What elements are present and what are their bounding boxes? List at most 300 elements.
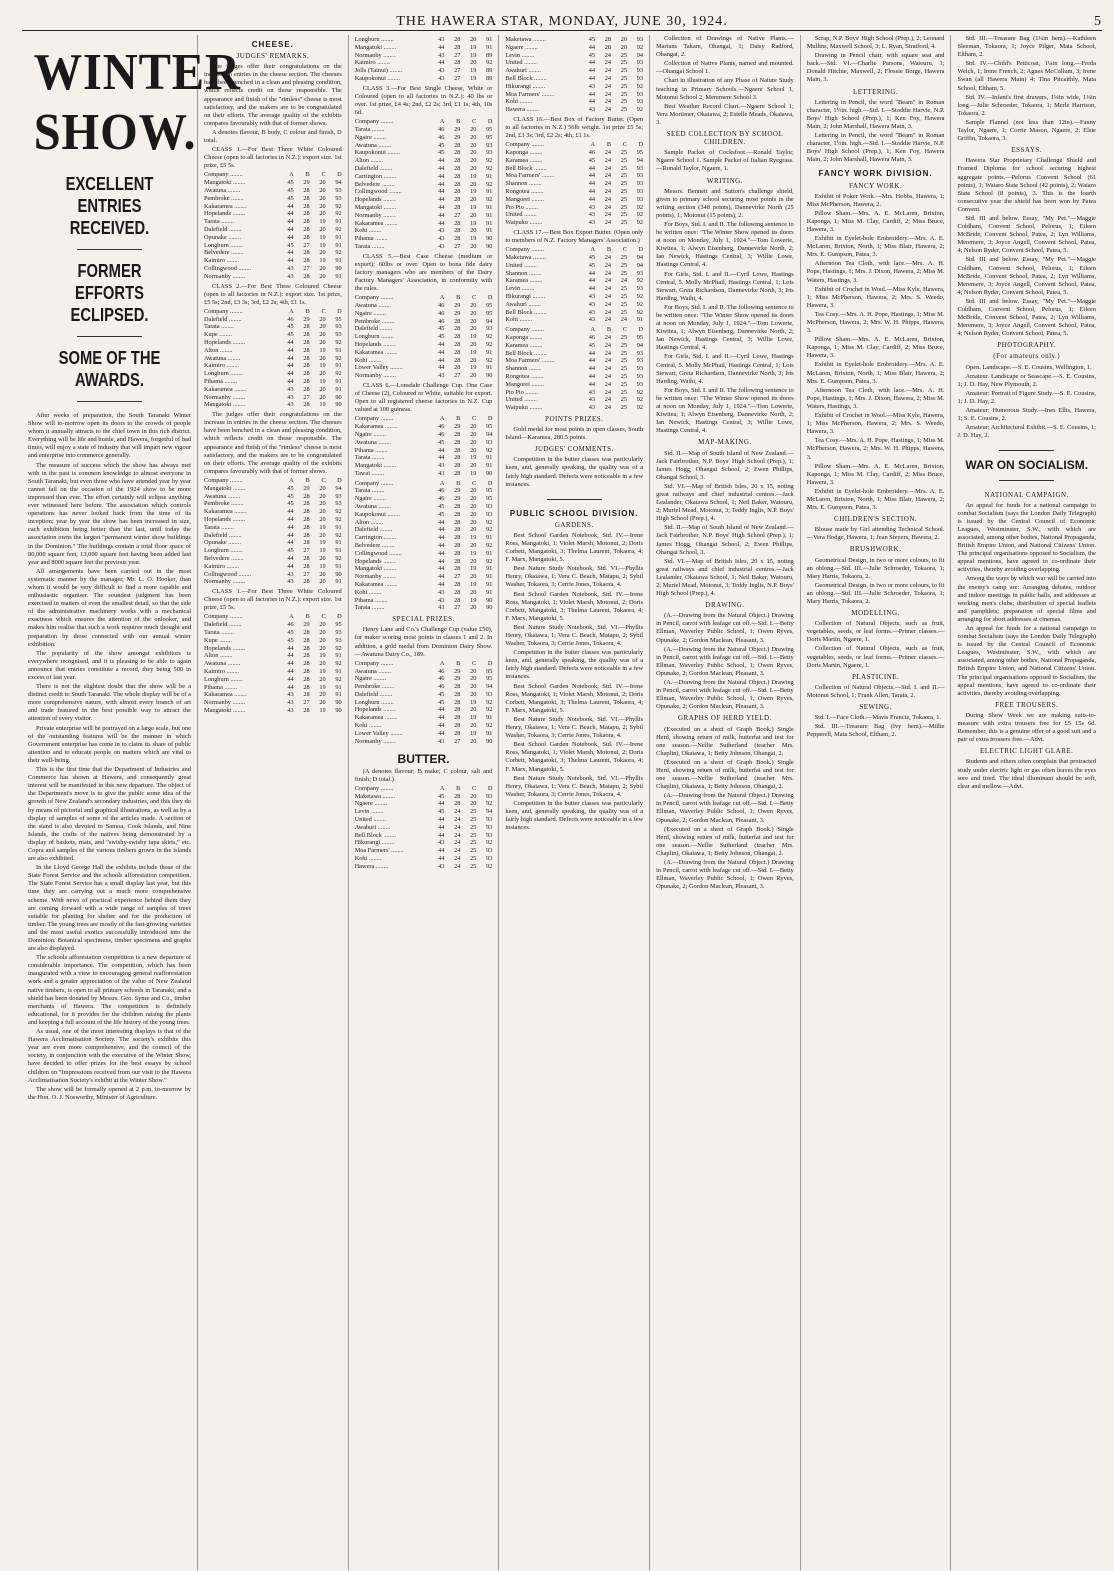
score-cell: 25 xyxy=(620,357,628,365)
class2-table-repeat xyxy=(204,613,342,714)
table-row xyxy=(355,550,493,558)
score-cell: 19 xyxy=(470,698,477,706)
table-row xyxy=(505,91,643,99)
score-cell: 45 xyxy=(438,690,445,698)
score-cell: 28 xyxy=(454,714,461,722)
score-cell: 44 xyxy=(287,652,294,660)
score-cell: 25 xyxy=(620,188,628,196)
class16-table-repeat xyxy=(505,326,643,412)
company-cell: Dalefield ........ xyxy=(354,164,393,172)
company-cell: Normanby ........ xyxy=(204,578,246,586)
score-cell: 91 xyxy=(335,652,342,660)
table-row xyxy=(204,401,342,409)
score-cell: 28 xyxy=(303,354,310,362)
score-cell: 27 xyxy=(454,372,461,380)
score-cell: 28 xyxy=(454,430,461,438)
score-cell: 43 xyxy=(438,462,445,470)
sewing-paragraph-3: Std. IV.—Infant's first drawers, 1¼in wide, 1¼in long.—Julie Schroeder, Tokaora, 1; Merle Harrison, Tokaora, 2. xyxy=(957,93,1096,117)
score-cell: 91 xyxy=(486,36,493,43)
score-cell: 91 xyxy=(486,454,493,462)
table-row xyxy=(355,204,493,212)
score-cell: 44 xyxy=(438,542,445,550)
score-cell: 92 xyxy=(335,660,342,668)
table-row xyxy=(355,526,493,534)
table-row xyxy=(505,211,643,219)
class16-table xyxy=(505,141,643,227)
score-cell: 28 xyxy=(303,346,310,354)
score-cell: 44 xyxy=(287,339,294,347)
company-cell: Kohi ........ xyxy=(354,227,382,235)
score-cell: 28 xyxy=(454,596,461,604)
score-cell: 93 xyxy=(636,349,644,357)
company-cell: United ........ xyxy=(354,815,386,823)
table-row xyxy=(355,364,493,372)
score-cell: 92 xyxy=(636,308,644,316)
score-cell: 25 xyxy=(620,98,628,106)
table-row xyxy=(505,75,643,83)
score-cell: 91 xyxy=(335,691,342,699)
score-cell: 93 xyxy=(636,98,644,106)
score-cell: 44 xyxy=(438,180,445,188)
company-cell: Dalefield ........ xyxy=(204,315,242,323)
score-cell: 43 xyxy=(588,316,596,324)
score-cell: 25 xyxy=(620,156,628,164)
company-cell: Ngaere ........ xyxy=(505,43,538,51)
table-row xyxy=(355,212,493,220)
score-cell: 25 xyxy=(620,51,628,59)
score-cell: 24 xyxy=(604,195,612,203)
company-cell: Mangatoki ........ xyxy=(204,179,246,187)
company-cell: Kohi ........ xyxy=(354,854,382,862)
company-cell: Longburn ........ xyxy=(204,675,244,683)
table-row xyxy=(355,604,493,612)
score-cell: 44 xyxy=(438,815,445,823)
score-cell: 20 xyxy=(319,531,326,539)
score-cell: 93 xyxy=(636,90,644,98)
score-cell: 90 xyxy=(335,401,342,409)
score-cell: 44 xyxy=(438,59,445,67)
score-cell: 93 xyxy=(636,365,644,373)
score-cell: 45 xyxy=(438,792,445,800)
company-cell: United ........ xyxy=(505,59,537,67)
class2-text: CLASS 2.—For Best Three Coloured Cheese (open to all factories in N.Z.): export size. 1st prize, £5 5s; 2nd, £3 3s; 3rd, £2 2s; 4th, £1 1s. xyxy=(204,282,342,306)
score-cell: 28 xyxy=(454,454,461,462)
score-cell: 20 xyxy=(319,578,326,586)
score-cell: 92 xyxy=(335,508,342,516)
table-row xyxy=(505,188,643,196)
score-cell: 92 xyxy=(486,446,493,454)
score-cell: 44 xyxy=(588,43,596,51)
score-cell: 19 xyxy=(319,401,326,409)
gardens-text-2-repeat-3: Best Nature Study Notebook, Std. VI.—Phyllis Henry, Okaiawa, 1; Vera C. Beach, Matapu, 2; Sybil Washer, Tokaora, 3; Cerrie Jones, Tokaora, 4. xyxy=(505,774,644,798)
score-cell: 19 xyxy=(470,729,477,737)
company-cell: Shannon ........ xyxy=(505,365,542,373)
score-cell: 92 xyxy=(486,839,493,847)
gardens-text-repeat-3: Best School Garden Notebook, Std. IV.—Irene Ross, Mangatoki, 1; Violet Marsh, Motonui, 2; Doris Corbett, Mangatoki, 3; Thelma Laurent, Tokaora, 4; F. Marx, Mangatoki, 5. xyxy=(505,741,644,773)
company-cell: Shannon ........ xyxy=(505,269,542,277)
score-cell: 46 xyxy=(438,683,445,691)
company-cell: Tarata ........ xyxy=(204,323,234,331)
score-cell: 24 xyxy=(454,823,461,831)
score-cell: 93 xyxy=(636,172,644,180)
score-cell: 46 xyxy=(287,621,294,629)
company-cell: United ........ xyxy=(505,261,537,269)
score-cell: 20 xyxy=(319,187,326,194)
judges-comments-heading: JUDGES' COMMENTS. xyxy=(534,445,614,454)
company-cell: United ........ xyxy=(505,211,537,219)
score-cell: 43 xyxy=(588,396,596,404)
score-cell: 93 xyxy=(636,188,644,196)
company-cell: Awahuri ........ xyxy=(354,823,391,831)
score-cell: 46 xyxy=(438,301,445,309)
cheese-heading: CHEESE. xyxy=(251,40,294,49)
score-cell: 44 xyxy=(287,257,294,265)
score-cell: 45 xyxy=(588,254,596,261)
war-text-repeat: An appeal for funds for a national campaign to combat Socialism (says the London Daily Telegraph) is issued by the Central Council of Economic Leagues, Westminster, S.W., with which are associated, among other bodies, National Propaganda, British Empire Union, and National Citizens' Union. The principal organisations opposed to Socialism, the appeal mentions, have agreed to co-ordinate their activities, thereby avoiding overlapping. xyxy=(957,625,1096,697)
score-cell: 20 xyxy=(470,141,477,149)
score-cell: 44 xyxy=(287,683,294,691)
score-cell: 20 xyxy=(470,430,477,438)
public-school-heading: PUBLIC SCHOOL DIVISION. xyxy=(509,508,639,518)
score-cell: 44 xyxy=(588,164,596,172)
table-row xyxy=(355,519,493,527)
company-cell: Normanby ........ xyxy=(204,272,246,280)
table-row xyxy=(355,227,493,235)
score-cell: 90 xyxy=(335,699,342,707)
score-cell: 28 xyxy=(454,188,461,196)
score-cell: 28 xyxy=(454,565,461,573)
class3-text: CLASS 3.—For Best Single Cheese, White or Coloured (open to all factories in N.Z.): 40 lbs or over. 1st prize, £4 4s; 2nd, £2 2s; 3rd, £1 1s; 4th, 10s 6d. xyxy=(354,84,493,117)
company-cell: United ........ xyxy=(505,396,537,404)
score-cell: 93 xyxy=(486,503,493,511)
score-cell: 28 xyxy=(303,652,310,660)
score-cell: D xyxy=(487,294,493,302)
score-cell: 46 xyxy=(438,317,445,325)
score-cell: 28 xyxy=(454,333,461,341)
article-paragraph-4: The popularity of the show amongst exhibitors is everywhere recognised, and it is pleasing to be able to again announce that entries constitute a record, they being 500 in excess of last year. xyxy=(28,649,191,681)
score-cell: 29 xyxy=(454,667,461,675)
table-row xyxy=(355,36,493,44)
company-cell: Karamea ........ xyxy=(505,156,543,164)
company-cell: Tawai ........ xyxy=(354,469,385,477)
score-cell: 19 xyxy=(470,565,477,573)
company-cell: Collingwood ........ xyxy=(354,549,402,557)
score-cell: 20 xyxy=(470,149,477,157)
score-cell: 28 xyxy=(454,157,461,165)
score-cell: 93 xyxy=(636,195,644,203)
table-row xyxy=(355,310,493,318)
score-cell: 44 xyxy=(438,219,445,227)
score-cell: C xyxy=(622,246,628,254)
table-row xyxy=(355,165,493,173)
company-cell: Hopelands ........ xyxy=(204,339,246,347)
table-row xyxy=(355,454,493,462)
table-row xyxy=(355,565,493,573)
score-cell: 19 xyxy=(470,714,477,722)
company-cell: Awatuna ........ xyxy=(354,438,392,446)
score-cell: 92 xyxy=(486,542,493,550)
main-headline: WINTER SHOW. xyxy=(33,44,241,161)
company-cell: Pihama ........ xyxy=(354,596,388,604)
score-cell: 91 xyxy=(486,227,493,235)
company-cell: Mangatoki ........ xyxy=(204,401,246,409)
score-cell: 25 xyxy=(620,388,628,396)
score-cell: 24 xyxy=(604,211,612,219)
score-cell: 90 xyxy=(486,235,493,243)
table-row xyxy=(204,195,342,203)
score-cell: 20 xyxy=(470,356,477,364)
score-cell: 44 xyxy=(287,508,294,516)
score-cell: 29 xyxy=(454,309,461,317)
score-cell: 28 xyxy=(303,202,310,210)
score-cell: 28 xyxy=(454,59,461,67)
score-cell: 24 xyxy=(604,172,612,180)
score-cell: 43 xyxy=(438,227,445,235)
table-row xyxy=(204,691,342,699)
company-cell: Opunake ........ xyxy=(204,233,241,241)
table-row xyxy=(204,699,342,707)
score-cell: 19 xyxy=(319,241,326,249)
table-row xyxy=(204,660,342,668)
score-cell: 90 xyxy=(335,264,342,272)
score-cell: 44 xyxy=(287,667,294,675)
company-cell: Kaupokonui ........ xyxy=(354,149,400,157)
score-cell: 24 xyxy=(604,333,612,341)
company-cell: Kaimiro ........ xyxy=(204,257,240,265)
score-cell: 25 xyxy=(470,854,477,862)
map-text-2-repeat: Std. VI.—Map of British Isles, 20 x 15, noting great railways and chief industrial centres.—Jack Lealander, Okaiawa School, 1; Neil Baker, Waiouru, 2; Muriel Mead, Motonui, 3; Teddy Inglis, N.P. Boys' High School (Prep.), 4. xyxy=(656,557,794,598)
score-cell: 24 xyxy=(604,341,612,349)
score-cell: 25 xyxy=(620,333,628,341)
score-cell: 44 xyxy=(287,210,294,218)
score-cell: 28 xyxy=(303,539,310,547)
score-cell: B xyxy=(456,659,461,667)
score-cell: 27 xyxy=(454,211,461,219)
company-cell: Normanby ........ xyxy=(204,699,246,707)
score-cell: 28 xyxy=(303,660,310,668)
score-cell: 46 xyxy=(438,309,445,317)
score-cell: 92 xyxy=(486,180,493,188)
score-cell: D xyxy=(337,171,342,179)
table-row xyxy=(204,331,342,339)
score-cell: 28 xyxy=(454,683,461,691)
company-cell: Mangatoki ........ xyxy=(204,484,246,492)
score-cell: 45 xyxy=(438,438,445,446)
table-row xyxy=(204,187,342,195)
score-cell: B xyxy=(606,246,612,254)
table-row xyxy=(204,578,342,586)
masthead xyxy=(22,8,1102,31)
table-row xyxy=(505,334,643,342)
company-cell: Collingwood ........ xyxy=(204,570,252,578)
score-cell: 43 xyxy=(287,272,294,280)
score-cell: 25 xyxy=(620,341,628,349)
company-cell: Carrington ........ xyxy=(354,534,397,542)
score-cell: 43 xyxy=(438,36,445,43)
score-cell: 43 xyxy=(588,308,596,316)
score-cell: 43 xyxy=(438,588,445,596)
company-cell: Ngaire ........ xyxy=(354,309,386,317)
score-cell: 92 xyxy=(486,706,493,714)
score-cell: B xyxy=(456,479,461,487)
score-cell: 24 xyxy=(604,188,612,196)
score-cell: 92 xyxy=(335,644,342,652)
score-cell: 20 xyxy=(319,370,326,378)
company-cell: Tarata ........ xyxy=(354,454,385,462)
score-cell: 19 xyxy=(470,67,477,75)
modelling-text: Collection of Natural Objects, such as fruit, vegetables, seeds, or leaf forms.—Primer classes.—Doris Martin, Ngaere, 1. xyxy=(806,620,945,644)
score-cell: 44 xyxy=(287,539,294,547)
company-cell: Carrington ........ xyxy=(354,172,397,180)
score-cell: 28 xyxy=(454,729,461,737)
score-cell: 90 xyxy=(486,604,493,612)
score-cell: 94 xyxy=(486,808,493,816)
company-cell: Kakaramea ........ xyxy=(204,202,247,210)
score-cell: 28 xyxy=(454,356,461,364)
score-cell: 20 xyxy=(319,508,326,516)
score-cell: 91 xyxy=(486,549,493,557)
score-cell: 44 xyxy=(588,349,596,357)
score-cell: 20 xyxy=(470,423,477,431)
score-cell: 24 xyxy=(454,839,461,847)
company-cell: Kaimiro ........ xyxy=(204,667,240,675)
score-cell: 20 xyxy=(319,225,326,233)
score-cell: 20 xyxy=(470,164,477,172)
score-cell: 90 xyxy=(335,570,342,578)
score-cell: 24 xyxy=(604,164,612,172)
score-cell: 91 xyxy=(335,683,342,691)
score-cell: 92 xyxy=(335,515,342,523)
nature-paragraph-3: Chart in illustration of any Phase of Nature Study teaching in Primary Schools.—Ngaere School 1, Motonui School 2, Meremere School 3. xyxy=(656,77,794,101)
score-cell: 25 xyxy=(620,149,628,157)
score-cell: 20 xyxy=(470,518,477,526)
score-cell: 19 xyxy=(470,203,477,211)
score-cell: 94 xyxy=(636,341,644,349)
score-cell: 92 xyxy=(636,106,644,114)
table-row xyxy=(204,308,342,316)
score-cell: 24 xyxy=(604,149,612,157)
company-cell: Company ........ xyxy=(354,659,394,667)
company-cell: Bell Block ........ xyxy=(354,831,396,839)
score-cell: 28 xyxy=(454,800,461,808)
company-cell: Alton ........ xyxy=(204,346,233,354)
score-cell: 28 xyxy=(303,378,310,386)
score-cell: 19 xyxy=(319,257,326,265)
column-4 xyxy=(499,35,650,1570)
company-cell: Pembroke ........ xyxy=(204,500,244,508)
company-cell: Company ........ xyxy=(354,118,394,126)
score-cell: 94 xyxy=(486,430,493,438)
score-cell: 24 xyxy=(454,808,461,816)
score-cell: 28 xyxy=(454,792,461,800)
score-cell: 20 xyxy=(470,133,477,141)
table-row xyxy=(505,396,643,404)
score-cell: A xyxy=(289,476,294,484)
table-row xyxy=(505,316,643,324)
score-cell: 45 xyxy=(287,187,294,194)
company-cell: Mangatoki ........ xyxy=(354,462,397,470)
score-cell: 20 xyxy=(319,272,326,280)
company-cell: Dalefield ........ xyxy=(354,690,393,698)
table-row xyxy=(355,542,493,550)
score-cell: 45 xyxy=(287,484,294,492)
score-cell: 25 xyxy=(620,372,628,380)
score-cell: 43 xyxy=(438,242,445,250)
score-cell: 44 xyxy=(287,531,294,539)
childrens-text: Blouse made by Girl attending Technical School.—Vera Hodge, Hawera, 1; Jean Steyers, Hawera, 2. xyxy=(806,526,945,542)
sewing-heading: SEWING. xyxy=(859,703,892,712)
score-cell: C xyxy=(472,415,477,423)
table-row xyxy=(355,597,493,605)
score-cell: D xyxy=(487,118,493,126)
writing-text-2: For Boys, Std. I. and II. The following sentence to be written once: "The Winter Show opened its doors at noon on Monday, July 1, 1924."—Tom Lowerie, Kiwitea, 1; Alwyn Eisenberg, Dannevirke North, 2; Ian Newick, Hastings Central, 3; Willie Lowe, Hastings Central, 4. xyxy=(656,220,794,269)
company-cell: Pihama ........ xyxy=(204,683,238,691)
table-row xyxy=(204,339,342,347)
score-cell: 29 xyxy=(454,675,461,683)
score-cell: 91 xyxy=(335,578,342,586)
company-cell: Kohi ........ xyxy=(354,722,382,730)
score-cell: 28 xyxy=(604,36,612,43)
score-cell: A xyxy=(439,784,445,792)
company-cell: Normanby ........ xyxy=(354,51,396,59)
company-cell: Longburn ........ xyxy=(204,370,244,378)
table-row xyxy=(355,675,493,683)
score-cell: 24 xyxy=(604,82,612,90)
column-3 xyxy=(349,35,500,1570)
score-cell: 92 xyxy=(335,675,342,683)
score-cell: 28 xyxy=(454,581,461,589)
score-cell: 93 xyxy=(486,438,493,446)
score-cell: 91 xyxy=(335,378,342,386)
class17-table xyxy=(505,246,643,324)
score-cell: 92 xyxy=(335,531,342,539)
score-cell: 44 xyxy=(588,277,596,285)
score-cell: 44 xyxy=(287,218,294,226)
company-cell: Company ........ xyxy=(204,307,243,315)
score-cell: 28 xyxy=(303,636,310,644)
table-row xyxy=(355,714,493,722)
score-cell: B xyxy=(606,141,612,149)
score-cell: B xyxy=(456,118,461,126)
score-cell: 44 xyxy=(287,362,294,370)
score-cell: 92 xyxy=(486,698,493,706)
table-row xyxy=(355,511,493,519)
score-cell: 25 xyxy=(620,203,628,211)
column-7 xyxy=(951,35,1102,1570)
score-cell: D xyxy=(337,307,342,315)
table-row xyxy=(355,181,493,189)
company-cell: Kohi ........ xyxy=(505,316,533,324)
score-cell: 25 xyxy=(620,211,628,219)
table-row xyxy=(204,394,342,402)
score-cell: 20 xyxy=(620,43,628,51)
essays-text-2: Std. III and below. Essay, "My Pet."—Maggie Coldham, Convent School, Pelorus, 1; Eileen McBride, Convent School, Patea, 2; Lyn Williams, Meremere, 3; Joyce Angell, Convent School, Patea, 4; Nelson Ryder, Convent School, Patea, 5. xyxy=(957,214,1096,255)
table-row xyxy=(355,730,493,738)
score-cell: 45 xyxy=(287,194,294,202)
score-cell: 29 xyxy=(454,423,461,431)
drawing-paragraph-2: Drawing in Pencil chair, with square seat and back.—Std. VI.—Charlie Parsons, Waiouru, 1; Donald Hitchie, Maxwell, 2; Flossie Borge, Hawera Main, 3. xyxy=(806,52,945,84)
score-cell: 20 xyxy=(319,644,326,652)
score-cell: 19 xyxy=(470,51,477,59)
score-cell: 24 xyxy=(454,862,461,870)
map-text-2: Std. VI.—Map of British Isles, 20 x 15, noting great railways and chief industrial centres.—Jack Lealander, Okaiawa School, 1; Neil Baker, Waiouru, 2; Muriel Mead, Motonui, 3; Teddy Inglis, N.P. Boys' High School (Prep.), 4. xyxy=(656,482,794,523)
score-cell: 25 xyxy=(620,380,628,388)
company-cell: Normanby ........ xyxy=(204,393,246,401)
score-cell: 27 xyxy=(454,74,461,82)
score-cell: 44 xyxy=(438,196,445,204)
table-row xyxy=(355,699,493,707)
score-cell: 28 xyxy=(454,690,461,698)
